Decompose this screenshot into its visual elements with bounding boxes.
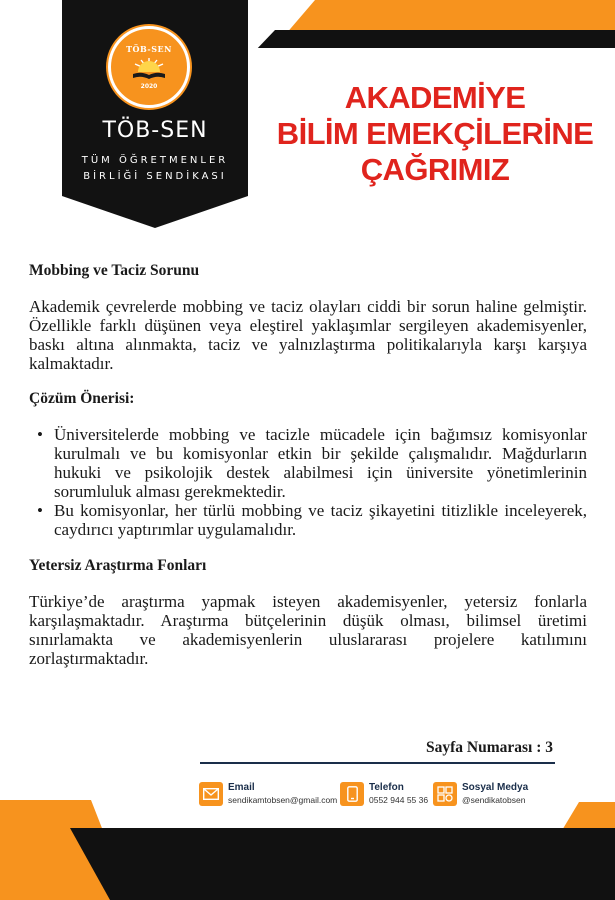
header-white-band (243, 48, 615, 78)
title-line1: AKADEMİYE (344, 80, 526, 115)
footer-black-stripe (70, 828, 615, 900)
footer-divider (200, 762, 555, 764)
contact-email[interactable] (199, 782, 337, 807)
union-name: TÖB-SEN (102, 118, 208, 143)
funding-paragraph: Türkiye’de araştırma yapmak isteyen akademisyenler, yetersiz fonlarla karşılaşmaktadır. Araştırma bütçelerinin düşük olması, bilimsel üretimi sınırlamakta ve akademisyenlerin uluslararası projelere katılımını zorlaştırmaktadır. (29, 592, 587, 668)
solution-heading: Çözüm Önerisi: (29, 390, 135, 407)
page-number: Sayfa Numarası : 3 (425, 739, 553, 756)
list-item: • Bu komisyonlar, her türlü mobbing ve taciz şikayetini titizlikle inceleyerek, caydırıcı yaptırımlar uygulamalıdır. (29, 501, 587, 539)
contact-social[interactable] (433, 782, 528, 807)
seal-year: 2020 (140, 83, 158, 90)
contact-phone[interactable] (340, 782, 428, 807)
email-icon (199, 782, 223, 806)
union-seal-logo (108, 26, 190, 108)
document-body (29, 262, 587, 685)
solution-list (29, 425, 587, 539)
title-line2: BİLİM EMEKÇİLERİNE (276, 116, 594, 151)
union-subtitle (62, 153, 248, 185)
funding-heading: Yetersiz Araştırma Fonları (29, 557, 207, 574)
social-value: @sendikatobsen (462, 795, 526, 805)
phone-icon (340, 782, 364, 806)
page-title (250, 80, 615, 188)
mobbing-paragraph: Akademik çevrelerde mobbing ve taciz olayları ciddi bir sorun haline gelmiştir. Özellikle farklı düşünen veya eleştirel yaklaşımlar sergileyen akademisyenler, baskı altına alınmakta, taciz ve yalnızlaştırma politikalarıyla karşı karşıya kalmaktadır. (29, 297, 587, 373)
sun-book-icon (129, 56, 169, 82)
email-label: Email (228, 782, 255, 793)
mobbing-heading: Mobbing ve Taciz Sorunu (29, 262, 200, 279)
phone-label: Telefon (369, 782, 404, 793)
social-label: Sosyal Medya (462, 782, 529, 793)
union-subtitle-line2: BİRLİĞİ SENDİKASI (83, 171, 227, 182)
list-item: • Üniversitelerde mobbing ve tacizle mücadele için bağımsız komisyonlar kurulmalı ve bu komisyonlar etkin bir şekilde çalışmalıdır. Mağdurların hukuki ve psikolojik destek alabilmesi için üniversite yönetimlerinin sorumluluk alması gerekmektedir. (29, 425, 587, 501)
seal-text: TÖB-SEN (126, 44, 172, 54)
social-media-icon (433, 782, 457, 806)
email-value: sendikamtobsen@gmail.com (228, 795, 338, 805)
title-line3: ÇAĞRIMIZ (360, 152, 510, 187)
phone-value: 0552 944 55 36 (369, 795, 429, 805)
union-subtitle-line1: TÜM ÖĞRETMENLER (81, 155, 229, 166)
